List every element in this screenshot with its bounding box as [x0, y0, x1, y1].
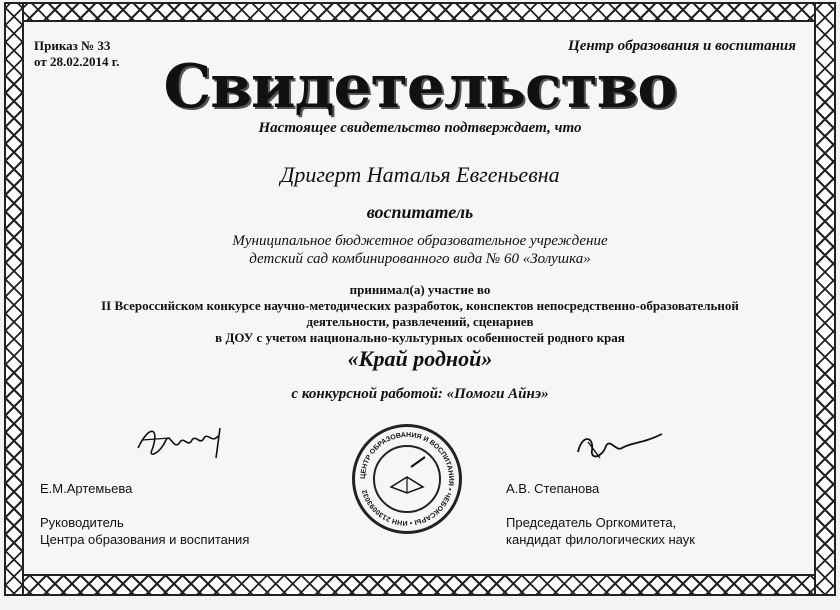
institution-line-1: Муниципальное бюджетное образовательное учреждение: [232, 233, 608, 249]
signatory-left-title: [40, 514, 249, 548]
recipient-name: Дригерт Наталья Евгеньевна: [280, 162, 560, 187]
contest-work: с конкурсной работой: «Помоги Айнэ»: [291, 386, 549, 402]
signatory-left-title-line-2: Центра образования и воспитания: [40, 532, 250, 547]
recipient-position: воспитатель: [366, 202, 474, 222]
recipient-institution: [0, 232, 840, 268]
signatory-left-title-line-1: Руководитель: [40, 515, 124, 530]
signatory-right-title: [506, 514, 695, 548]
signatory-right-title-line-1: Председатель Оргкомитета,: [506, 515, 677, 530]
confirm-text: Настоящее свидетельство подтверждает, что: [258, 120, 582, 136]
signature-left: [130, 418, 230, 468]
ornamental-border-top: [4, 2, 836, 22]
contest-description: [0, 298, 840, 346]
order-number: Приказ № 33: [34, 38, 111, 53]
participation-intro: принимал(а) участие во: [349, 282, 491, 297]
stamp-inner-ring: [373, 445, 441, 513]
certificate-title: Свидетельство: [163, 52, 677, 122]
contest-theme: «Край родной»: [347, 346, 493, 371]
signature-right: [572, 428, 672, 468]
institution-line-2: детский сад комбинированного вида № 60 «Золушка»: [249, 251, 591, 267]
svg-text:ЦЕНТР ОБРАЗОВАНИЯ И ВОСПИТАНИЯ: ЦЕНТР ОБРАЗОВАНИЯ И ВОСПИТАНИЯ • ЧЕБОКСАРЫ • ИНН 2130093032: [359, 431, 455, 527]
official-stamp: [352, 424, 462, 534]
contest-line-3: в ДОУ с учетом национально-культурных особенностей родного края: [215, 330, 625, 345]
signatory-left-name: Е.М.Артемьева: [40, 481, 133, 496]
signatory-right-name: А.В. Степанова: [506, 481, 600, 496]
contest-line-1: II Всероссийском конкурсе научно-методических разработок, конспектов непосредственно-образовательной: [101, 298, 739, 313]
order-date: от 28.02.2014 г.: [34, 54, 120, 69]
signatory-right-title-line-2: кандидат филологических наук: [506, 532, 695, 547]
organization-name: Центр образования и воспитания: [568, 38, 796, 54]
contest-line-2: деятельности, развлечений, сценариев: [306, 314, 534, 329]
ornamental-border-bottom: [4, 574, 836, 596]
